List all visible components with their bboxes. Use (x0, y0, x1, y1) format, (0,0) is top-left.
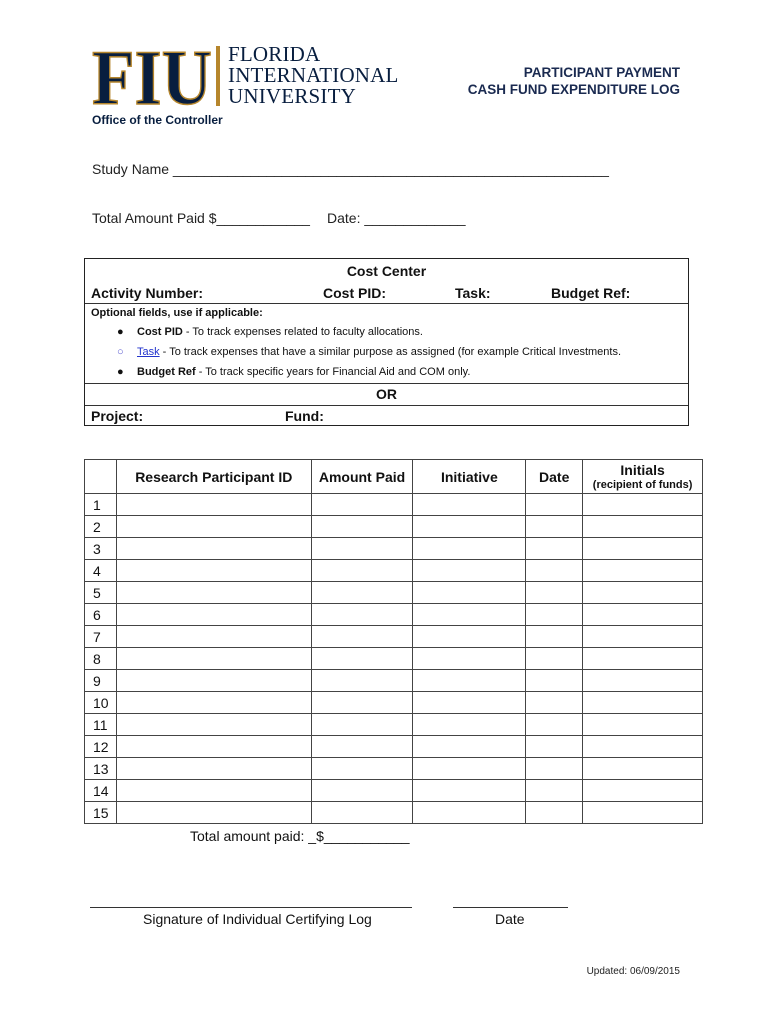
initials-cell[interactable] (583, 494, 703, 516)
amount-paid-cell[interactable] (311, 626, 413, 648)
row-number: 10 (85, 692, 117, 714)
table-row (85, 736, 703, 758)
initiative-cell[interactable] (413, 758, 526, 780)
list-item (105, 325, 621, 345)
date-cell[interactable] (526, 692, 583, 714)
initials-cell[interactable] (583, 560, 703, 582)
form-title-line: CASH FUND EXPENDITURE LOG (467, 82, 680, 97)
date-field[interactable]: Date: _____________ (327, 210, 466, 226)
date-cell[interactable] (526, 582, 583, 604)
item-desc: - To track specific years for Financial Aid and COM only. (195, 366, 471, 378)
fiu-logo-mark (92, 42, 212, 108)
participant-id-cell[interactable] (116, 516, 311, 538)
initials-cell[interactable] (583, 758, 703, 780)
activity-number-field[interactable]: Activity Number: (91, 285, 204, 301)
cost-pid-field[interactable]: Cost PID: (323, 285, 386, 301)
date-cell[interactable] (526, 604, 583, 626)
initiative-cell[interactable] (413, 736, 526, 758)
col-header-number (85, 460, 117, 494)
participant-id-cell[interactable] (116, 494, 311, 516)
amount-paid-cell[interactable] (311, 758, 413, 780)
table-row (85, 802, 703, 824)
optional-fields-list (105, 325, 621, 385)
table-header-row (85, 460, 703, 494)
date-cell[interactable] (526, 494, 583, 516)
initials-label: Initials (620, 462, 665, 478)
table-row (85, 780, 703, 802)
row-number: 1 (85, 494, 117, 516)
initials-cell[interactable] (583, 582, 703, 604)
row-number: 15 (85, 802, 117, 824)
budget-ref-field[interactable]: Budget Ref: (551, 285, 631, 301)
hollow-bullet-icon: ○ (117, 346, 124, 358)
initials-cell[interactable] (583, 648, 703, 670)
or-separator: OR (376, 386, 397, 402)
initials-cell[interactable] (583, 714, 703, 736)
initials-cell[interactable] (583, 670, 703, 692)
row-number: 13 (85, 758, 117, 780)
amount-paid-cell[interactable] (311, 648, 413, 670)
participant-id-cell[interactable] (116, 626, 311, 648)
task-field[interactable]: Task: (455, 285, 491, 301)
initials-cell[interactable] (583, 516, 703, 538)
amount-paid-cell[interactable] (311, 560, 413, 582)
table-row (85, 626, 703, 648)
initials-cell[interactable] (583, 604, 703, 626)
initiative-cell[interactable] (413, 714, 526, 736)
table-row (85, 604, 703, 626)
col-header-amount-paid: Amount Paid (311, 460, 413, 494)
university-name-line: UNIVERSITY (228, 84, 356, 108)
initials-cell[interactable] (583, 626, 703, 648)
initiative-cell[interactable] (413, 670, 526, 692)
project-field[interactable]: Project: (91, 408, 144, 424)
list-item (105, 345, 621, 365)
initiative-cell[interactable] (413, 648, 526, 670)
date-cell[interactable] (526, 648, 583, 670)
initiative-cell[interactable] (413, 516, 526, 538)
or-divider (85, 405, 688, 406)
form-title (468, 64, 680, 98)
cost-center-title: Cost Center (346, 263, 427, 279)
participant-id-cell[interactable] (116, 758, 311, 780)
row-number: 4 (85, 560, 117, 582)
amount-paid-cell[interactable] (311, 538, 413, 560)
amount-paid-cell[interactable] (311, 494, 413, 516)
amount-paid-cell[interactable] (311, 692, 413, 714)
signature-date-line[interactable] (453, 907, 568, 908)
amount-paid-cell[interactable] (311, 516, 413, 538)
participant-id-cell[interactable] (116, 648, 311, 670)
study-name-field[interactable]: Study Name ________________________________________________________ (92, 161, 609, 177)
university-name-line: FLORIDA (228, 42, 321, 66)
updated-date: Updated: 06/09/2015 (586, 966, 680, 977)
office-label: Office of the Controller (92, 113, 223, 127)
participant-id-cell[interactable] (116, 692, 311, 714)
initials-cell[interactable] (583, 802, 703, 824)
list-item (105, 365, 621, 385)
col-header-initiative: Initiative (413, 460, 526, 494)
amount-paid-cell[interactable] (311, 736, 413, 758)
col-header-date: Date (526, 460, 583, 494)
total-amount-field[interactable]: Total Amount Paid $____________ (92, 210, 310, 226)
participant-id-cell[interactable] (116, 736, 311, 758)
date-cell[interactable] (526, 626, 583, 648)
date-cell[interactable] (526, 516, 583, 538)
row-number: 3 (85, 538, 117, 560)
row-number: 7 (85, 626, 117, 648)
item-desc: - To track expenses that have a similar purpose as assigned (for example Critical Investments. (159, 346, 622, 358)
initiative-cell[interactable] (413, 560, 526, 582)
initiative-cell[interactable] (413, 802, 526, 824)
expenditure-log-table (84, 459, 703, 824)
item-term: Cost PID (137, 326, 183, 338)
table-row (85, 560, 703, 582)
participant-id-cell[interactable] (116, 538, 311, 560)
task-link[interactable]: Task (137, 346, 160, 358)
form-title-line: PARTICIPANT PAYMENT (523, 65, 680, 80)
row-number: 11 (85, 714, 117, 736)
cost-center-box (84, 258, 689, 426)
item-term: Budget Ref (137, 366, 196, 378)
table-row (85, 714, 703, 736)
initiative-cell[interactable] (413, 538, 526, 560)
row-number: 8 (85, 648, 117, 670)
logo-divider (216, 46, 220, 106)
signature-date-label: Date (495, 911, 525, 927)
initials-cell[interactable] (583, 538, 703, 560)
initials-cell[interactable] (583, 736, 703, 758)
participant-id-cell[interactable] (116, 582, 311, 604)
table-row (85, 494, 703, 516)
participant-id-cell[interactable] (116, 560, 311, 582)
date-cell[interactable] (526, 736, 583, 758)
table-row (85, 516, 703, 538)
col-header-initials (583, 460, 703, 494)
initiative-cell[interactable] (413, 604, 526, 626)
row-number: 5 (85, 582, 117, 604)
signature-label: Signature of Individual Certifying Log (143, 911, 372, 927)
date-cell[interactable] (526, 780, 583, 802)
fund-field[interactable]: Fund: (285, 408, 324, 424)
initiative-cell[interactable] (413, 494, 526, 516)
row-number: 9 (85, 670, 117, 692)
amount-paid-cell[interactable] (311, 714, 413, 736)
table-row (85, 648, 703, 670)
table-row (85, 692, 703, 714)
row-number: 14 (85, 780, 117, 802)
row-number: 12 (85, 736, 117, 758)
total-amount-paid-line[interactable]: Total amount paid: _$___________ (190, 828, 410, 844)
bullet-icon: ● (117, 326, 124, 338)
amount-paid-cell[interactable] (311, 802, 413, 824)
col-header-participant-id: Research Participant ID (116, 460, 311, 494)
amount-paid-cell[interactable] (311, 604, 413, 626)
amount-paid-cell[interactable] (311, 582, 413, 604)
table-row (85, 582, 703, 604)
initials-cell[interactable] (583, 780, 703, 802)
initials-cell[interactable] (583, 692, 703, 714)
row-number: 6 (85, 604, 117, 626)
initiative-cell[interactable] (413, 780, 526, 802)
initials-sublabel: (recipient of funds) (592, 479, 693, 491)
table-row (85, 670, 703, 692)
amount-paid-cell[interactable] (311, 780, 413, 802)
bullet-icon: ● (117, 366, 124, 378)
table-row (85, 758, 703, 780)
date-cell[interactable] (526, 714, 583, 736)
initiative-cell[interactable] (413, 582, 526, 604)
participant-id-cell[interactable] (116, 670, 311, 692)
initiative-cell[interactable] (413, 626, 526, 648)
cost-center-header (85, 259, 688, 304)
university-name (228, 44, 399, 107)
participant-id-cell[interactable] (116, 714, 311, 736)
participant-id-cell[interactable] (116, 604, 311, 626)
amount-paid-cell[interactable] (311, 670, 413, 692)
date-cell[interactable] (526, 670, 583, 692)
row-number: 2 (85, 516, 117, 538)
project-fund-section (85, 383, 688, 428)
table-row (85, 538, 703, 560)
participant-id-cell[interactable] (116, 802, 311, 824)
participant-id-cell[interactable] (116, 780, 311, 802)
date-cell[interactable] (526, 560, 583, 582)
initiative-cell[interactable] (413, 692, 526, 714)
fiu-letters: FIU (92, 42, 212, 108)
date-cell[interactable] (526, 802, 583, 824)
date-cell[interactable] (526, 538, 583, 560)
optional-fields-heading: Optional fields, use if applicable: (91, 307, 263, 319)
date-cell[interactable] (526, 758, 583, 780)
item-desc: - To track expenses related to faculty allocations. (182, 326, 423, 338)
university-name-line: INTERNATIONAL (228, 63, 399, 87)
signature-line[interactable] (90, 907, 412, 908)
